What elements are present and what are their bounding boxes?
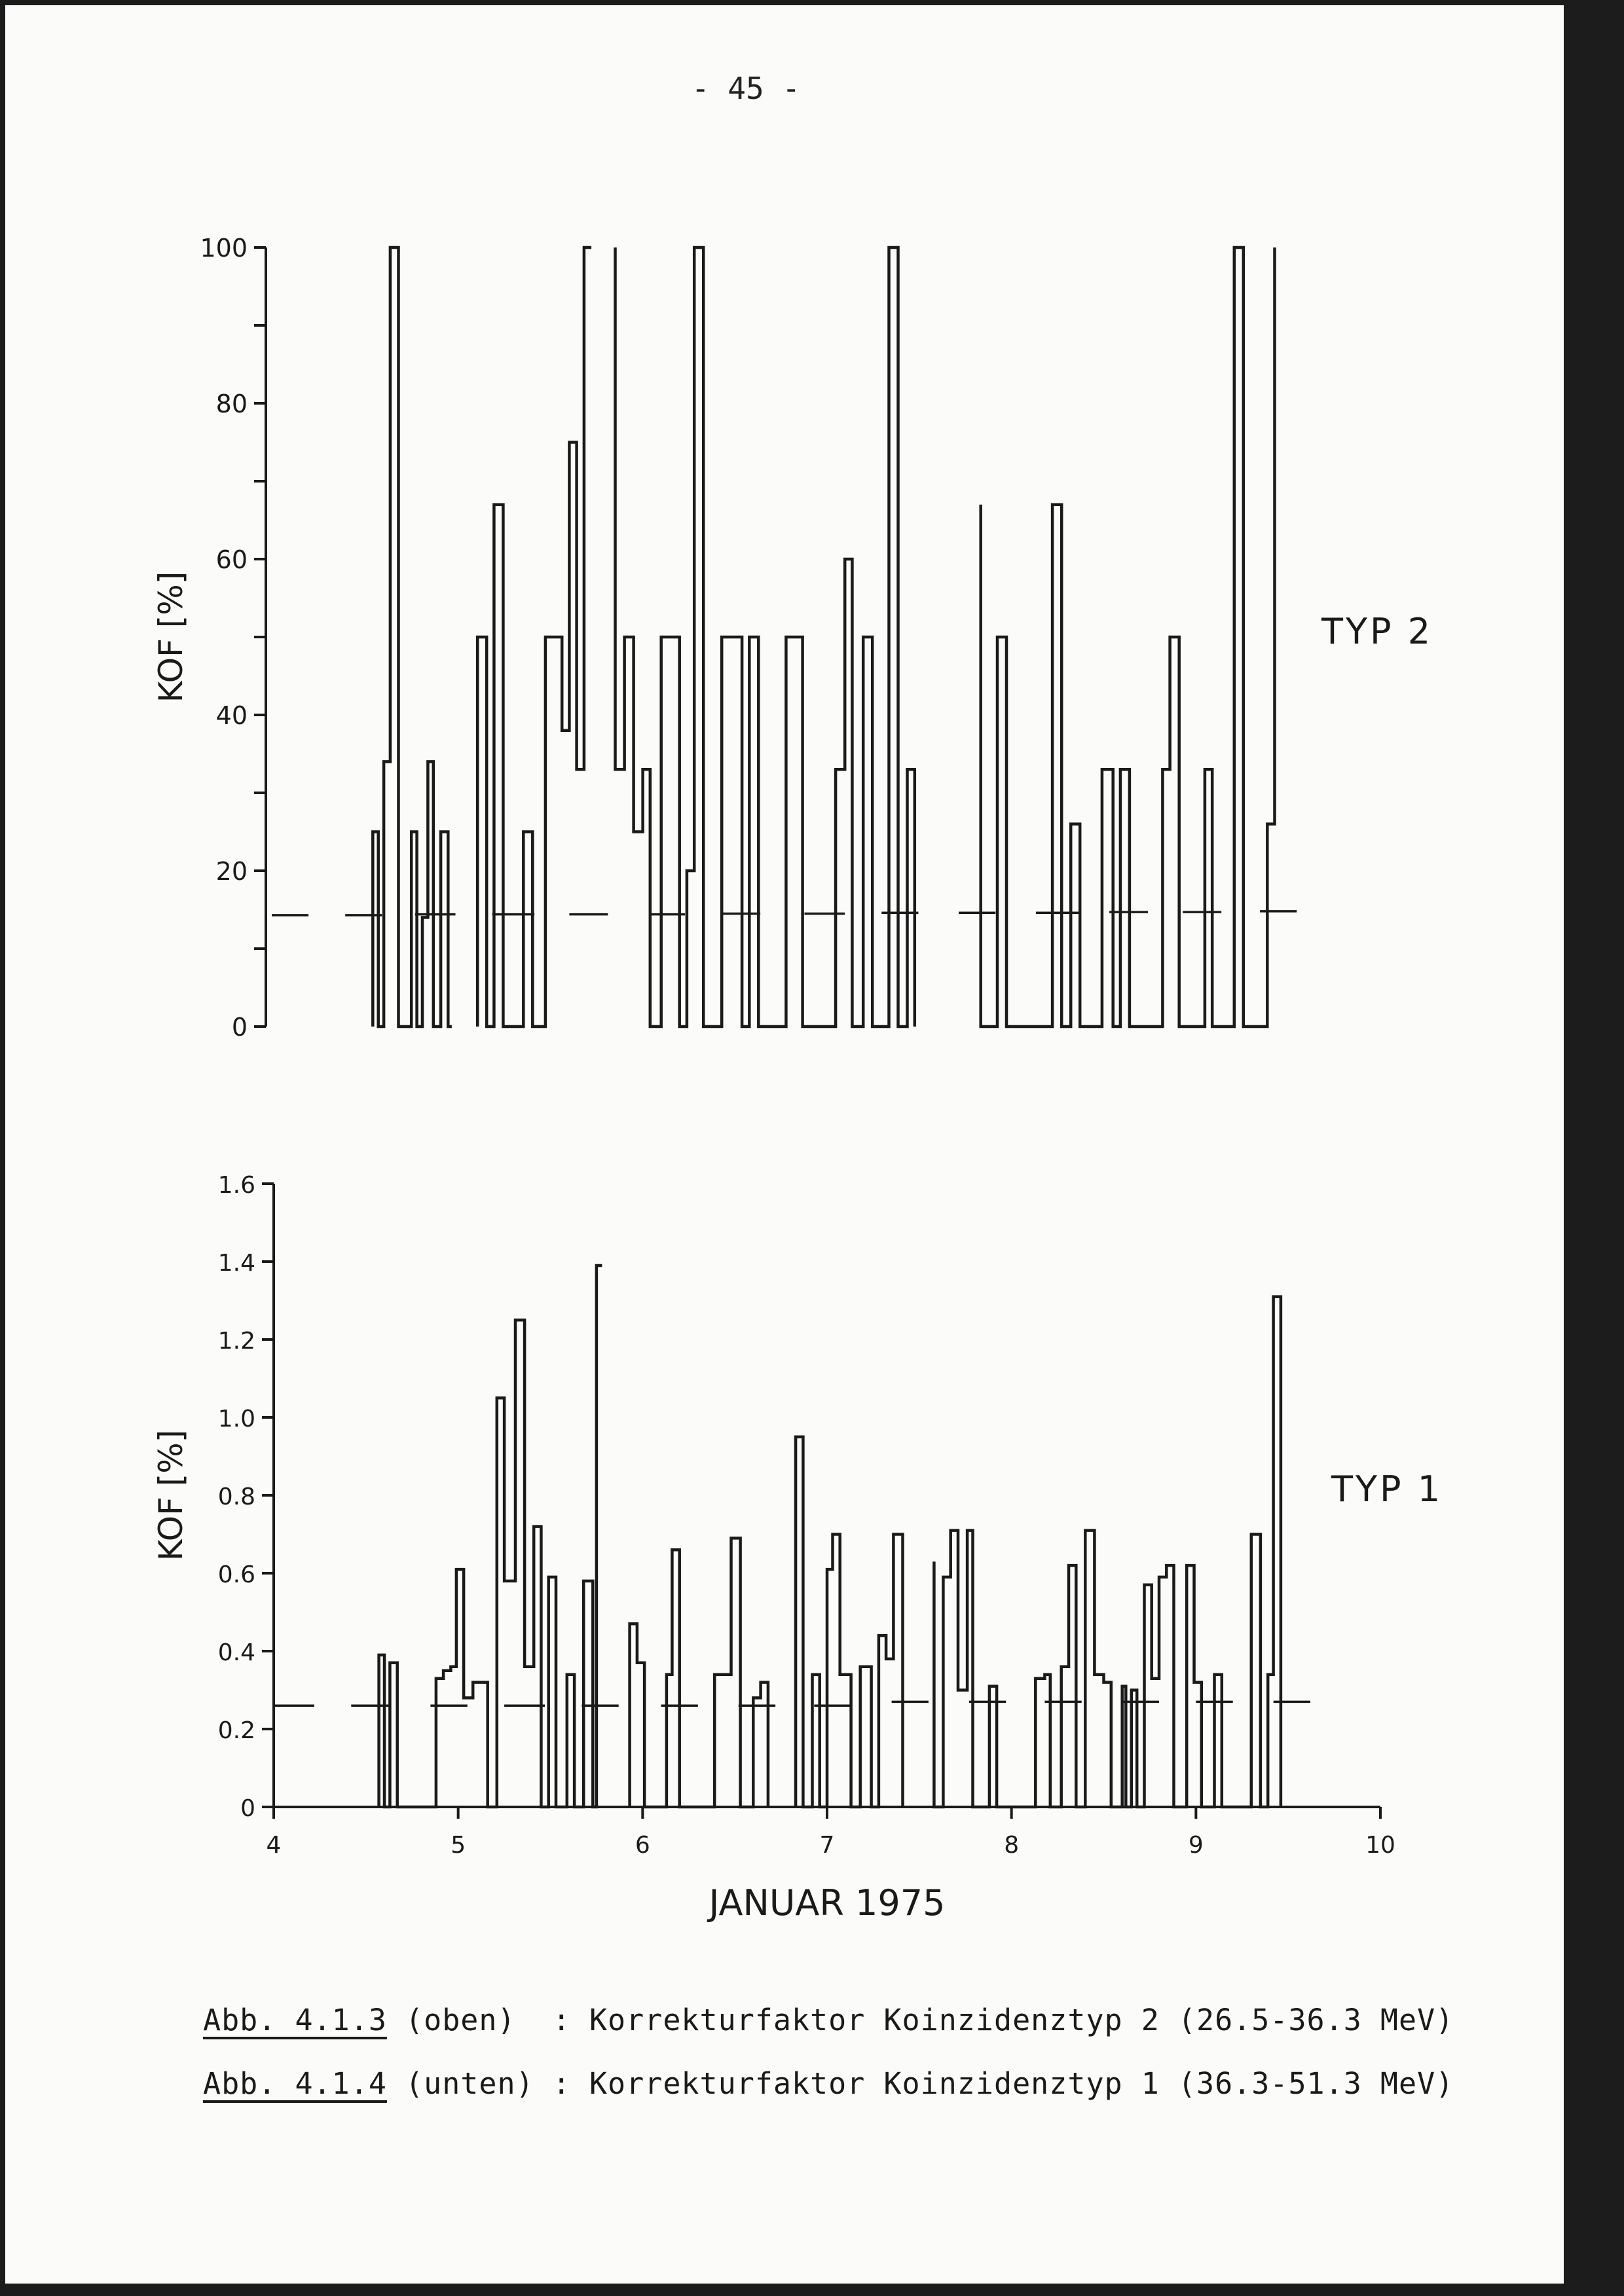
y-axis-label: KOF [%] bbox=[152, 571, 190, 703]
document-page bbox=[5, 5, 1564, 2284]
caption-line-2 bbox=[203, 2066, 1454, 2101]
x-tick-label: 9 bbox=[1188, 1832, 1204, 1859]
x-tick-label: 4 bbox=[266, 1832, 282, 1859]
x-tick-label: 7 bbox=[819, 1832, 835, 1859]
x-tick-label: 6 bbox=[635, 1832, 650, 1859]
series-line bbox=[477, 247, 591, 1027]
y-tick-label: 1.2 bbox=[217, 1328, 255, 1355]
figure bbox=[5, 5, 1564, 2284]
y-tick-label: 0.2 bbox=[217, 1717, 255, 1744]
y-tick-label: 0 bbox=[231, 1013, 248, 1042]
caption-ref-1: Abb. 4.1.3 bbox=[203, 2003, 387, 2037]
y-tick-label: 20 bbox=[215, 857, 248, 886]
page-number: - 45 - bbox=[691, 71, 801, 106]
y-tick-label: 40 bbox=[215, 701, 248, 730]
series-line bbox=[981, 247, 1275, 1027]
series-line bbox=[630, 1538, 768, 1807]
y-axis-label: KOF [%] bbox=[152, 1429, 190, 1561]
x-tick-label: 10 bbox=[1365, 1832, 1395, 1859]
caption-text-2: (unten) : Korrekturfaktor Koinzidenztyp 1 (36.3-51.3 MeV) bbox=[386, 2066, 1454, 2101]
y-tick-label: 0.8 bbox=[217, 1484, 255, 1510]
panel-label: TYP 2 bbox=[1321, 611, 1433, 652]
y-tick-label: 0.6 bbox=[217, 1561, 255, 1588]
y-tick-label: 1.6 bbox=[217, 1172, 255, 1199]
x-tick-label: 8 bbox=[1004, 1832, 1020, 1859]
caption-text-1: (oben) : Korrekturfaktor Koinzidenztyp 2 (26.5-36.3 MeV) bbox=[386, 2003, 1454, 2037]
series-line bbox=[796, 1437, 902, 1807]
caption-ref-2: Abb. 4.1.4 bbox=[203, 2066, 387, 2101]
y-tick-label: 0.4 bbox=[217, 1639, 255, 1666]
x-axis-label: JANUAR 1975 bbox=[709, 1882, 946, 1923]
y-tick-label: 0 bbox=[240, 1795, 255, 1822]
chart-typ-1 bbox=[152, 1172, 1443, 1923]
series-line bbox=[373, 247, 452, 1027]
chart-typ-2 bbox=[152, 234, 1433, 1042]
y-tick-label: 100 bbox=[200, 234, 248, 263]
x-tick-label: 5 bbox=[451, 1832, 466, 1859]
series-line bbox=[379, 1266, 602, 1807]
series-line bbox=[616, 247, 915, 1027]
y-tick-label: 60 bbox=[215, 545, 248, 574]
series-line bbox=[934, 1297, 1281, 1807]
caption-line-1 bbox=[203, 2003, 1454, 2037]
y-tick-label: 1.0 bbox=[217, 1406, 255, 1432]
y-tick-label: 80 bbox=[215, 390, 248, 418]
panel-label: TYP 1 bbox=[1331, 1468, 1443, 1510]
y-tick-label: 1.4 bbox=[217, 1250, 255, 1277]
